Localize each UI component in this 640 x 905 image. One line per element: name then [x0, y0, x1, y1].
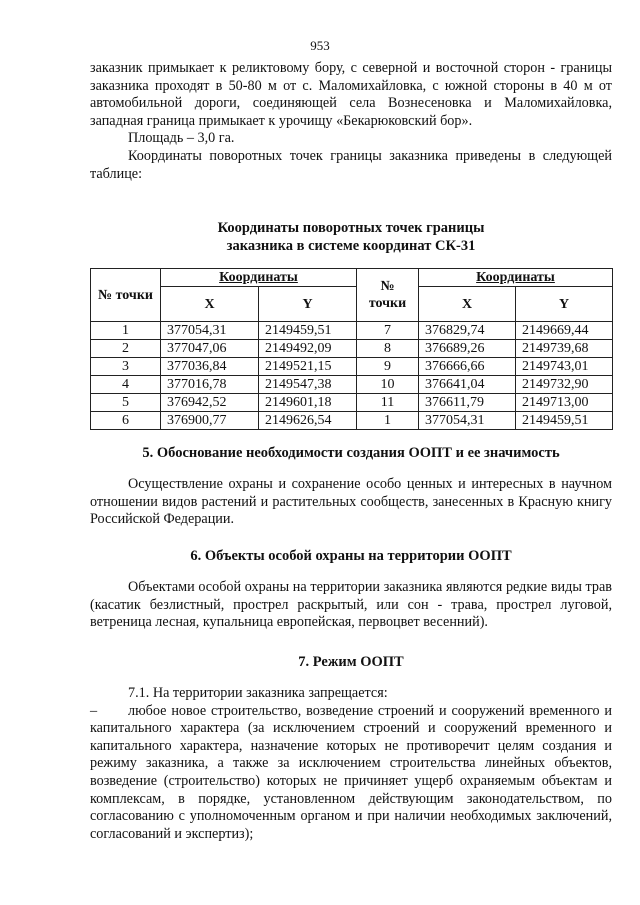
table-title-line1: Координаты поворотных точек границы	[217, 220, 485, 236]
section-6-heading: 6. Объекты особой охраны на территории ООПТ	[190, 548, 512, 564]
cell-y-value: 2149601,18	[259, 394, 357, 412]
header-y-left: Y	[259, 287, 357, 322]
section-7-item-1-text: любое новое строительство, возведение строений и сооружений временного и капитального характера (за исключением строений и сооружений временного и капитального характера, назначение которых не противоречит целям создания и режиму заказника, а также за исключением строительства линейных объектов, возведение (строительство) которых не причиняет ущерб охраняемым объектам и комплексам, в порядке, установленном действующим законодательством, по согласованию с уполномоченным органом и при наличии необходимых заключений, согласований и экспертиз);	[90, 702, 612, 842]
cell-y-value: 2149743,01	[516, 358, 613, 376]
cell-x-value: 376666,66	[419, 358, 516, 376]
cell-point-number: 6	[91, 412, 161, 430]
cell-x-value: 376829,74	[419, 322, 516, 340]
cell-point-number: 5	[91, 394, 161, 412]
page-number: 953	[310, 38, 330, 53]
list-dash: –	[90, 702, 98, 719]
cell-y-value: 2149626,54	[259, 412, 357, 430]
table-title	[90, 219, 612, 255]
cell-point-number: 10	[357, 376, 419, 394]
cell-point-number: 1	[91, 322, 161, 340]
cell-x-value: 377047,06	[161, 340, 259, 358]
cell-point-number: 8	[357, 340, 419, 358]
area-paragraph: Площадь – 3,0 га.	[128, 130, 235, 147]
cell-point-number: 4	[91, 376, 161, 394]
cell-y-value: 2149739,68	[516, 340, 613, 358]
section-5-text: Осуществление охраны и сохранение особо ценных и интересных в научном отношении видов растений и растительных сообществ, занесенных в Красную книгу Российской Федерации.	[90, 476, 612, 528]
coordinates-table-wrap	[90, 268, 612, 430]
header-coordinates-right: Координаты	[419, 269, 613, 287]
cell-x-value: 376900,77	[161, 412, 259, 430]
cell-y-value: 2149713,00	[516, 394, 613, 412]
section-7	[90, 654, 612, 843]
cell-point-number: 2	[91, 340, 161, 358]
table-row	[91, 394, 613, 412]
cell-x-value: 376641,04	[419, 376, 516, 394]
cell-x-value: 377016,78	[161, 376, 259, 394]
table-row	[91, 340, 613, 358]
section-7-heading: 7. Режим ООПТ	[298, 654, 404, 670]
coords-intro-paragraph: Координаты поворотных точек границы заказника приведены в следующей таблице:	[90, 147, 612, 182]
cell-point-number: 9	[357, 358, 419, 376]
cell-y-value: 2149547,38	[259, 376, 357, 394]
header-x-left: X	[161, 287, 259, 322]
header-x-right: X	[419, 287, 516, 322]
cell-y-value: 2149459,51	[516, 412, 613, 430]
cell-y-value: 2149521,15	[259, 358, 357, 376]
cell-x-value: 377036,84	[161, 358, 259, 376]
table-row	[91, 376, 613, 394]
header-y-right: Y	[516, 287, 613, 322]
cell-y-value: 2149732,90	[516, 376, 613, 394]
section-6-text: Объектами особой охраны на территории заказника являются редкие виды трав (касатик безлистный, прострел раскрытый, или сон - трава, прострел луговой, ветреница лесная, купальница европейская, первоцвет весенний).	[90, 579, 612, 631]
cell-x-value: 377054,31	[419, 412, 516, 430]
cell-y-value: 2149492,09	[259, 340, 357, 358]
cell-x-value: 376942,52	[161, 394, 259, 412]
cell-point-number: 7	[357, 322, 419, 340]
table-row	[91, 412, 613, 430]
intro-block	[90, 60, 612, 183]
header-coordinates-left: Координаты	[161, 269, 357, 287]
coordinates-table	[90, 268, 613, 430]
cell-point-number: 1	[357, 412, 419, 430]
section-5	[90, 445, 612, 529]
cell-point-number: 11	[357, 394, 419, 412]
cell-x-value: 376611,79	[419, 394, 516, 412]
cell-y-value: 2149459,51	[259, 322, 357, 340]
section-5-heading: 5. Обоснование необходимости создания ООПТ и ее значимость	[142, 445, 560, 461]
cell-point-number: 3	[91, 358, 161, 376]
section-7-subheading: 7.1. На территории заказника запрещается:	[128, 685, 388, 701]
cell-x-value: 376689,26	[419, 340, 516, 358]
cell-y-value: 2149669,44	[516, 322, 613, 340]
intro-paragraph: заказник примыкает к реликтовому бору, с северной и восточной сторон - границы заказника проходят в 50-80 м от с. Маломихайловка, с южной стороны в 40 м от автомобильной дороги, соединяющей села Вознесеновка и Маломихайловка, западная граница примыкает к урочищу «Бекарюковский бор».	[90, 60, 612, 129]
table-row	[91, 322, 613, 340]
cell-x-value: 377054,31	[161, 322, 259, 340]
header-point-number-left: № точки	[91, 269, 161, 322]
table-row	[91, 358, 613, 376]
table-title-line2: заказника в системе координат СК-31	[226, 238, 476, 254]
section-6	[90, 548, 612, 632]
section-7-item-1	[90, 703, 612, 844]
header-point-number-right: № точки	[357, 269, 419, 322]
